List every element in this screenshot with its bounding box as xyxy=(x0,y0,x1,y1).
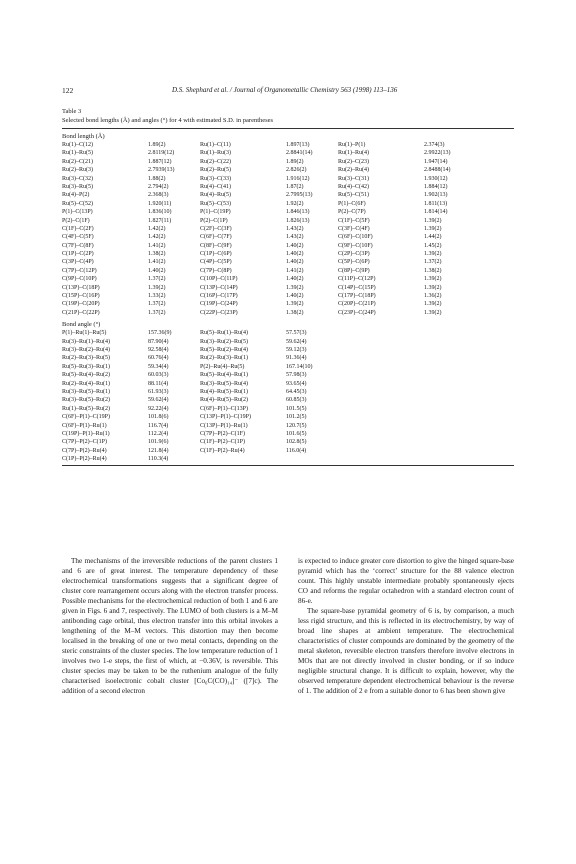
bond-label-cell: C(1P)–P(2)–Ru(4) xyxy=(62,456,107,463)
bond-value-cell: 92.22(4) xyxy=(148,405,169,412)
table-row xyxy=(62,166,514,174)
bond-value-cell: 1.930(12) xyxy=(424,175,448,182)
table-row xyxy=(62,413,514,421)
bond-value-cell: 1.887(12) xyxy=(148,158,172,165)
bond-value-cell: 92.58(4) xyxy=(148,346,169,353)
table-row xyxy=(62,250,514,258)
bond-value-cell: 2.7995(13) xyxy=(286,192,313,199)
table-row xyxy=(62,149,514,157)
bond-label-cell: Ru(3)–Ru(2)–Ru(4) xyxy=(62,346,110,353)
bond-value-cell: 2.826(2) xyxy=(286,167,307,174)
body-paragraph: is expected to induce greater core distortion to give the hinged square-base pyramid which has the ‘correct’ structure for the 88 valence electron count. This highly unstable intermediate probably spontaneously ejects CO and reforms the regular octahedron with a standard electron count of 86-e. xyxy=(298,557,514,605)
bond-label-cell: Ru(1)–Ru(4) xyxy=(338,150,369,157)
bond-value-cell: 116.7(4) xyxy=(148,422,169,429)
bond-value-cell: 1.33(2) xyxy=(148,293,166,300)
bond-value-cell: 1.920(11) xyxy=(148,200,172,207)
bond-label-cell: C(6F)–P(1)–Ru(1) xyxy=(62,422,107,429)
bond-value-cell: 59.34(4) xyxy=(148,363,169,370)
bond-label-cell: C(6F)–C(10F) xyxy=(338,234,373,241)
bond-value-cell: 1.44(2) xyxy=(424,234,442,241)
bond-label-cell: Ru(2)–C(22) xyxy=(200,158,231,165)
table-row xyxy=(62,422,514,430)
bond-value-cell: 1.37(2) xyxy=(424,259,442,266)
bond-value-cell: 1.87(2) xyxy=(286,183,304,190)
bond-label-cell: Ru(4)–P(2) xyxy=(62,192,90,199)
bond-label-cell: Ru(1)–Ru(5) xyxy=(62,150,93,157)
bond-label-cell: C(13P)–P(1)–Ru(1) xyxy=(200,422,248,429)
table-row xyxy=(62,217,514,225)
bond-label-cell: Ru(5)–Ru(4)–Ru(1) xyxy=(200,372,248,379)
bond-label-cell: C(7P)–P(2)–Ru(4) xyxy=(62,447,107,454)
bond-label-cell: Ru(4)–Ru(5) xyxy=(200,192,231,199)
page-header xyxy=(62,86,514,96)
bond-value-cell: 59.62(4) xyxy=(286,338,307,345)
bond-value-cell: 1.947(14) xyxy=(424,158,448,165)
bond-value-cell: 2.8488(14) xyxy=(424,167,451,174)
bond-label-cell: Ru(5)–Ru(1)–Ru(4) xyxy=(200,330,248,337)
bond-label-cell: C(13P)–C(14P) xyxy=(200,284,238,291)
table-row xyxy=(62,430,514,438)
bond-value-cell: 1.40(2) xyxy=(286,276,304,283)
bond-label-cell: C(19P)–C(20P) xyxy=(62,301,100,308)
bond-label-cell: P(1)–C(6F) xyxy=(338,200,366,207)
table-row xyxy=(62,447,514,455)
bond-label-cell: Ru(4)–Ru(5)–Ru(1) xyxy=(200,388,248,395)
bond-value-cell: 57.98(3) xyxy=(286,372,307,379)
bond-value-cell: 1.40(2) xyxy=(148,267,166,274)
bond-label-cell: Ru(2)–C(23) xyxy=(338,158,369,165)
bond-label-cell: C(4P)–C(5P) xyxy=(200,259,232,266)
table-row xyxy=(62,191,514,199)
bond-value-cell: 1.42(2) xyxy=(148,234,166,241)
bond-value-cell: 1.40(2) xyxy=(286,293,304,300)
table-row xyxy=(62,309,514,317)
bond-label-cell: P(2)–Ru(4)–Ru(5) xyxy=(200,363,245,370)
bond-value-cell: 101.6(5) xyxy=(286,430,307,437)
bond-label-cell: Ru(3)–Ru(5) xyxy=(62,183,93,190)
bond-value-cell: 1.39(2) xyxy=(424,284,442,291)
bond-label-cell: C(13P)–P(1)–C(19P) xyxy=(200,414,252,421)
table-row xyxy=(62,242,514,250)
table-row xyxy=(62,200,514,208)
bond-label-cell: Ru(3)–Ru(1)–Ru(4) xyxy=(62,338,110,345)
bond-value-cell: 1.39(2) xyxy=(286,301,304,308)
bond-label-cell: C(7P)–C(12P) xyxy=(62,267,97,274)
bond-label-cell: Ru(4)–C(41) xyxy=(200,183,231,190)
bond-value-cell: 1.40(2) xyxy=(286,251,304,258)
bond-value-cell: 2.7939(13) xyxy=(148,167,175,174)
bond-label-cell: Ru(2)–Ru(3)–Ru(1) xyxy=(200,355,248,362)
bond-label-cell: C(15P)–C(16P) xyxy=(62,293,100,300)
body-text xyxy=(62,556,514,696)
bond-value-cell: 59.62(4) xyxy=(148,397,169,404)
bond-value-cell: 1.43(2) xyxy=(286,234,304,241)
bond-label-cell: Ru(4)–Ru(5)–Ru(2) xyxy=(200,397,248,404)
bond-value-cell: 112.2(4) xyxy=(148,430,169,437)
bond-label-cell: Ru(3)–C(33) xyxy=(200,175,231,182)
bond-value-cell: 101.5(5) xyxy=(286,405,307,412)
bond-value-cell: 1.39(2) xyxy=(424,251,442,258)
bond-value-cell: 2.9922(13) xyxy=(424,150,451,157)
bond-value-cell: 167.14(10) xyxy=(286,363,313,370)
bond-value-cell: 1.37(2) xyxy=(148,309,166,316)
bond-length-rows xyxy=(62,141,514,317)
bond-value-cell: 1.38(2) xyxy=(148,251,166,258)
bond-value-cell: 1.41(2) xyxy=(148,242,166,249)
bond-value-cell: 1.41(2) xyxy=(286,267,304,274)
table-row xyxy=(62,183,514,191)
bond-value-cell: 1.811(13) xyxy=(424,200,448,207)
page-number: 122 xyxy=(62,86,74,95)
bond-label-cell: Ru(3)–Ru(5)–Ru(2) xyxy=(62,397,110,404)
table-3 xyxy=(62,107,514,466)
table-row xyxy=(62,388,514,396)
bond-label-cell: P(1)–C(13P) xyxy=(62,209,93,216)
bond-label-cell: C(6F)–P(1)–C(13P) xyxy=(200,405,249,412)
bond-value-cell: 60.03(3) xyxy=(148,372,169,379)
bond-value-cell: 1.40(2) xyxy=(286,259,304,266)
bond-value-cell: 1.42(2) xyxy=(148,225,166,232)
bond-label-cell: Ru(1)–Ru(3) xyxy=(200,150,231,157)
bond-value-cell: 102.8(5) xyxy=(286,439,307,446)
bond-value-cell: 1.39(2) xyxy=(424,225,442,232)
bond-value-cell: 1.897(13) xyxy=(286,142,310,148)
bond-label-cell: C(16P)–C(17P) xyxy=(200,293,238,300)
running-head: D.S. Shephard et al. / Journal of Organometallic Chemistry 563 (1998) 113–136 xyxy=(172,86,398,94)
bond-value-cell: 1.43(2) xyxy=(286,225,304,232)
bond-label-cell: C(6F)–P(1)–C(19P) xyxy=(62,414,111,421)
bond-value-cell: 1.88(2) xyxy=(148,175,166,182)
bond-angle-rows xyxy=(62,329,514,463)
table-row xyxy=(62,233,514,241)
table-row xyxy=(62,455,514,463)
bond-label-cell: C(10P)–C(11P) xyxy=(200,276,238,283)
right-column xyxy=(298,556,514,696)
bond-label-cell: Ru(4)–C(42) xyxy=(338,183,369,190)
bond-value-cell: 121.8(4) xyxy=(148,447,169,454)
table-row xyxy=(62,300,514,308)
bond-label-cell: C(20P)–C(21P) xyxy=(338,301,376,308)
bond-label-cell: P(2)–C(7P) xyxy=(338,209,366,216)
table-bottom-rule xyxy=(62,465,514,466)
bond-value-cell: 59.12(3) xyxy=(286,346,307,353)
bond-label-cell: C(7P)–P(2)–C(1F) xyxy=(200,430,246,437)
bond-label-cell: C(2P)–C(3P) xyxy=(338,251,370,258)
bond-value-cell: 1.827(11) xyxy=(148,217,172,224)
bond-value-cell: 2.368(3) xyxy=(148,192,169,199)
table-top-rule xyxy=(62,128,514,129)
bond-value-cell: 1.39(2) xyxy=(424,309,442,316)
bond-label-cell: C(19P)–P(1)–Ru(1) xyxy=(62,430,110,437)
bond-label-cell: C(7P)–C(8P) xyxy=(200,267,232,274)
bond-label-cell: C(1P)–C(6P) xyxy=(200,251,232,258)
bond-value-cell: 1.37(2) xyxy=(148,276,166,283)
left-column xyxy=(62,556,278,696)
bond-value-cell: 93.65(4) xyxy=(286,380,307,387)
table-row xyxy=(62,141,514,149)
table-row xyxy=(62,258,514,266)
bond-label-cell: Ru(2)–Ru(3)–Ru(5) xyxy=(62,355,110,362)
bond-label-cell: C(17P)–C(18P) xyxy=(338,293,376,300)
bond-label-cell: Ru(1)–C(12) xyxy=(62,142,93,148)
bond-label-cell: Ru(3)–C(32) xyxy=(62,175,93,182)
bond-label-cell: Ru(2)–Ru(3) xyxy=(62,167,93,174)
bond-value-cell: 2.794(2) xyxy=(148,183,169,190)
bond-label-cell: C(8F)–C(9F) xyxy=(200,242,232,249)
bond-value-cell: 1.40(2) xyxy=(286,242,304,249)
bond-label-cell: Ru(5)–Ru(3)–Ru(1) xyxy=(62,363,110,370)
table-row xyxy=(62,284,514,292)
bond-label-cell: C(5P)–C(6P) xyxy=(338,259,370,266)
body-paragraph: The mechanisms of the irreversible reductions of the parent clusters 1 and 6 are of great interest. The temperature dependency of these electrochemical transformations suggests that a significant degree of cluster core rearrangement occurs along with the electron transfer process. Possible mechanisms for the electrochemical reduction of both 1 and 6 are given in Figs. 6 and 7, respectively. The LUMO of both clusters is a M–M antibonding cage orbital, thus electron transfer into this orbital invokes a lengthening of the M–M vectors. This distortion may then become localised in the breaking of one or two metal contacts, depending on the steric constraints of the cluster species. The low temperature reduction of 1 involves two 1-e steps, the first of which, at −0.36V, is reversible. This cluster species may be taken to be the ruthenium analogue of the fully characterised isoelectronic cobalt cluster [Co₆C(CO)₁₄]⁻ ([7]c). The addition of a second electron xyxy=(62,557,278,695)
bond-value-cell: 1.814(14) xyxy=(424,209,448,216)
bond-value-cell: 1.836(10) xyxy=(148,209,172,216)
bond-label-cell: C(1F)–C(5F) xyxy=(338,217,370,224)
bond-label-cell: Ru(5)–C(52) xyxy=(62,200,93,207)
bond-angle-heading: Bond angle (°) xyxy=(62,321,101,329)
bond-label-cell: C(1F)–C(2F) xyxy=(62,225,94,232)
bond-label-cell: P(1)–C(19P) xyxy=(200,209,231,216)
bond-value-cell: 1.39(2) xyxy=(424,276,442,283)
bond-label-cell: C(22P)–C(23P) xyxy=(200,309,238,316)
bond-label-cell: C(3P)–C(4P) xyxy=(62,259,94,266)
bond-value-cell: 91.36(4) xyxy=(286,355,307,362)
bond-label-cell: C(21P)–C(22P) xyxy=(62,309,100,316)
bond-value-cell: 1.38(2) xyxy=(286,309,304,316)
bond-label-cell: C(7F)–C(8F) xyxy=(62,242,94,249)
bond-label-cell: C(1F)–P(2)–C(1P) xyxy=(200,439,246,446)
bond-value-cell: 157.36(9) xyxy=(148,330,172,337)
bond-value-cell: 120.7(5) xyxy=(286,422,307,429)
bond-label-cell: C(3F)–C(4F) xyxy=(338,225,370,232)
bond-label-cell: P(1)–Ru(1)–Ru(5) xyxy=(62,330,107,337)
bond-value-cell: 1.39(2) xyxy=(424,217,442,224)
bond-label-cell: C(14P)–C(15P) xyxy=(338,284,376,291)
bond-value-cell: 1.884(12) xyxy=(424,183,448,190)
table-row xyxy=(62,208,514,216)
bond-value-cell: 1.89(2) xyxy=(286,158,304,165)
bond-value-cell: 1.39(2) xyxy=(148,284,166,291)
bond-label-cell: Ru(3)–C(31) xyxy=(338,175,369,182)
bond-value-cell: 1.38(2) xyxy=(424,267,442,274)
bond-value-cell: 101.2(5) xyxy=(286,414,307,421)
bond-label-cell: C(23P)–C(24P) xyxy=(338,309,376,316)
bond-label-cell: Ru(2)–Ru(4)–Ru(1) xyxy=(62,380,110,387)
bond-label-cell: Ru(5)–Ru(4)–Ru(2) xyxy=(62,372,110,379)
table-row xyxy=(62,329,514,337)
table-row xyxy=(62,158,514,166)
table-row xyxy=(62,396,514,404)
bond-value-cell: 1.36(2) xyxy=(424,293,442,300)
bond-value-cell: 2.8119(12) xyxy=(148,150,175,157)
bond-value-cell: 1.902(13) xyxy=(424,192,448,199)
bond-label-cell: P(2)–C(1P) xyxy=(200,217,228,224)
table-row xyxy=(62,380,514,388)
bond-value-cell: 116.0(4) xyxy=(286,447,307,454)
table-caption: Selected bond lengths (Å) and angles (°) for 4 with estimated S.D. in parentheses xyxy=(62,117,274,124)
bond-label-cell: C(11P)–C(12P) xyxy=(338,276,376,283)
bond-label-cell: C(1F)–P(2)–Ru(4) xyxy=(200,447,245,454)
bond-label-cell: C(9F)–C(10F) xyxy=(338,242,373,249)
bond-value-cell: 1.826(13) xyxy=(286,217,310,224)
bond-label-cell: Ru(5)–C(53) xyxy=(200,200,231,207)
bond-label-cell: C(1P)–C(2P) xyxy=(62,251,94,258)
bond-value-cell: 1.37(2) xyxy=(148,301,166,308)
bond-label-cell: C(7P)–P(2)–C(1P) xyxy=(62,439,108,446)
table-row xyxy=(62,354,514,362)
bond-value-cell: 1.39(2) xyxy=(286,284,304,291)
bond-value-cell: 57.57(3) xyxy=(286,330,307,337)
table-row xyxy=(62,275,514,283)
bond-value-cell: 88.11(4) xyxy=(148,380,169,387)
bond-label-cell: Ru(3)–Ru(5)–Ru(4) xyxy=(200,380,248,387)
bond-value-cell: 1.92(2) xyxy=(286,200,304,207)
bond-label-cell: Ru(1)–Ru(5)–Ru(2) xyxy=(62,405,110,412)
bond-value-cell: 1.846(13) xyxy=(286,209,310,216)
bond-label-cell: Ru(1)–P(1) xyxy=(338,142,366,148)
bond-label-cell: Ru(5)–Ru(2)–Ru(4) xyxy=(200,346,248,353)
bond-label-cell: Ru(3)–Ru(5)–Ru(1) xyxy=(62,388,110,395)
table-row xyxy=(62,267,514,275)
table-row xyxy=(62,346,514,354)
bond-label-cell: C(13P)–C(18P) xyxy=(62,284,100,291)
bond-label-cell: C(2F)–C(3F) xyxy=(200,225,232,232)
bond-label-cell: C(19P)–C(24P) xyxy=(200,301,238,308)
bond-label-cell: Ru(3)–Ru(2)–Ru(5) xyxy=(200,338,248,345)
bond-length-heading: Bond length (Å) xyxy=(62,133,105,140)
table-row xyxy=(62,225,514,233)
bond-label-cell: Ru(5)–C(51) xyxy=(338,192,369,199)
bond-value-cell: 110.3(4) xyxy=(148,456,169,463)
bond-value-cell: 60.85(3) xyxy=(286,397,307,404)
table-title: Table 3 xyxy=(62,108,82,115)
bond-value-cell: 1.916(12) xyxy=(286,175,310,182)
bond-label-cell: C(8P)–C(9P) xyxy=(338,267,370,274)
bond-label-cell: P(2)–C(1F) xyxy=(62,217,90,224)
table-row xyxy=(62,175,514,183)
bond-value-cell: 101.9(6) xyxy=(148,439,169,446)
bond-value-cell: 60.76(4) xyxy=(148,355,169,362)
body-paragraph: The square-base pyramidal geometry of 6 is, by comparison, a much less rigid structure, and this is reflected in its electrochemistry, by way of broad line shapes at ambient temperature. The electrochemical characteristics of cluster compounds are dominated by the geometry of the metal skeleton, reversible electron transfers therefore involve electrons in MOs that are not directly involved in cluster bonding, or if so induce negligible structural change. It is difficult to explain, however, why the observed temperature dependent electrochemical behaviour is the reverse of 1. The addition of 2 e from a suitable donor to 6 has been shown give xyxy=(298,607,514,695)
bond-value-cell xyxy=(286,455,338,463)
table-row xyxy=(62,363,514,371)
bond-label-cell: Ru(1)–C(11) xyxy=(200,142,231,148)
bond-value-cell: 64.45(3) xyxy=(286,388,307,395)
bond-label-cell: C(6F)–C(7F) xyxy=(200,234,232,241)
bond-label-cell xyxy=(200,455,286,463)
table-row xyxy=(62,438,514,446)
table-row xyxy=(62,292,514,300)
bond-value-cell: 1.89(2) xyxy=(148,142,166,148)
bond-value-cell: 101.8(6) xyxy=(148,414,169,421)
bond-value-cell: 2.8841(14) xyxy=(286,150,313,157)
bond-label-cell: C(4F)–C(5F) xyxy=(62,234,94,241)
bond-label-cell: Ru(2)–Ru(4) xyxy=(338,167,369,174)
bond-value-cell: 1.39(2) xyxy=(424,301,442,308)
bond-value-cell: 1.45(2) xyxy=(424,242,442,249)
bond-label-cell: Ru(2)–Ru(5) xyxy=(200,167,231,174)
bond-value-cell: 1.41(2) xyxy=(148,259,166,266)
bond-value-cell: 61.93(3) xyxy=(148,388,169,395)
table-row xyxy=(62,338,514,346)
table-row xyxy=(62,371,514,379)
bond-value-cell: 87.90(4) xyxy=(148,338,169,345)
bond-value-cell: 2.374(3) xyxy=(424,142,445,148)
table-row xyxy=(62,405,514,413)
bond-label-cell: Ru(2)–C(21) xyxy=(62,158,93,165)
bond-label-cell: C(9P)–C(10P) xyxy=(62,276,97,283)
